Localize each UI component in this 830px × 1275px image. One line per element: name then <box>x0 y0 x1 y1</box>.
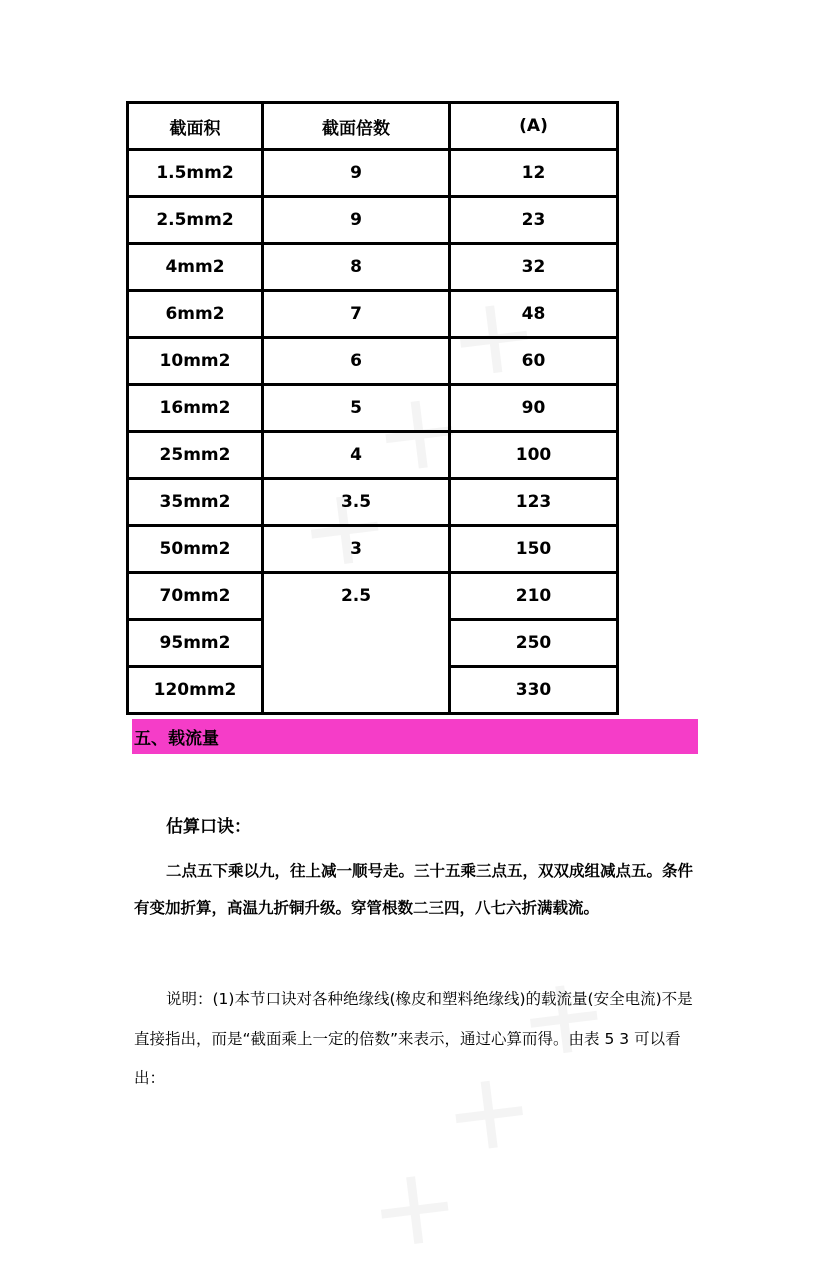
cell-amps: 100 <box>450 432 618 479</box>
cell-amps: 12 <box>450 150 618 197</box>
cell-area: 120mm2 <box>128 667 263 714</box>
mnemonic-verse: 二点五下乘以九，往上减一顺号走。三十五乘三点五，双双成组减点五。条件有变加折算，高温九折铜升级。穿管根数二三四，八七六折满载流。 <box>134 862 694 918</box>
cell-multiple: 8 <box>263 244 450 291</box>
table-row <box>128 150 618 197</box>
table-header-row <box>128 103 618 150</box>
section-title: 五、载流量 <box>134 729 219 749</box>
cell-amps: 90 <box>450 385 618 432</box>
header-area: 截面积 <box>128 103 263 150</box>
mnemonic-heading: 估算口诀： <box>166 817 251 837</box>
header-amps: (A) <box>450 103 618 150</box>
cell-amps: 330 <box>450 667 618 714</box>
table-row <box>128 385 618 432</box>
cell-amps: 32 <box>450 244 618 291</box>
cell-multiple: 6 <box>263 338 450 385</box>
cell-area: 16mm2 <box>128 385 263 432</box>
cell-area: 50mm2 <box>128 526 263 573</box>
cell-multiple: 7 <box>263 291 450 338</box>
cell-multiple: 3 <box>263 526 450 573</box>
cell-multiple: 3.5 <box>263 479 450 526</box>
conductor-table <box>126 101 619 715</box>
explanation-paragraph: 说明：(1)本节口诀对各种绝缘线(橡皮和塑料绝缘线)的载流量(安全电流)不是直接指出，而是“截面乘上一定的倍数”来表示，通过心算而得。由表 5 3 可以看出： <box>134 990 693 1088</box>
table-row <box>128 244 618 291</box>
table-row <box>128 197 618 244</box>
cell-area: 4mm2 <box>128 244 263 291</box>
cell-amps: 210 <box>450 573 618 620</box>
cell-area: 6mm2 <box>128 291 263 338</box>
cell-multiple: 9 <box>263 197 450 244</box>
table-row <box>128 479 618 526</box>
cell-area: 10mm2 <box>128 338 263 385</box>
section-heading-bar <box>132 719 698 754</box>
cell-area: 25mm2 <box>128 432 263 479</box>
cell-multiple-merged: 2.5 <box>263 573 450 714</box>
header-multiple: 截面倍数 <box>263 103 450 150</box>
cell-amps: 60 <box>450 338 618 385</box>
cell-multiple: 9 <box>263 150 450 197</box>
cell-amps: 23 <box>450 197 618 244</box>
cell-amps: 150 <box>450 526 618 573</box>
cell-area: 95mm2 <box>128 620 263 667</box>
table-row <box>128 526 618 573</box>
cell-multiple: 4 <box>263 432 450 479</box>
table-row <box>128 338 618 385</box>
cell-area: 70mm2 <box>128 573 263 620</box>
table-row <box>128 432 618 479</box>
cell-amps: 250 <box>450 620 618 667</box>
cell-multiple: 5 <box>263 385 450 432</box>
table-row <box>128 291 618 338</box>
cell-area: 2.5mm2 <box>128 197 263 244</box>
cell-area: 1.5mm2 <box>128 150 263 197</box>
cell-amps: 48 <box>450 291 618 338</box>
cell-amps: 123 <box>450 479 618 526</box>
table-row <box>128 573 618 620</box>
cell-area: 35mm2 <box>128 479 263 526</box>
